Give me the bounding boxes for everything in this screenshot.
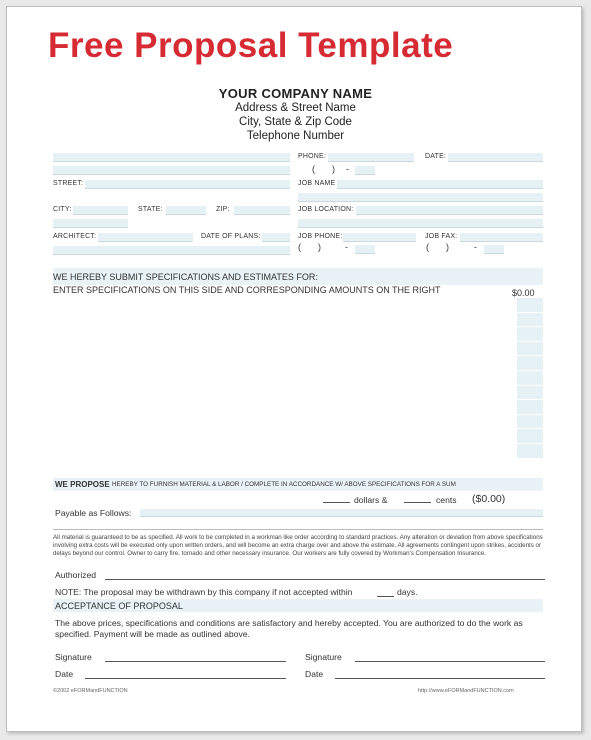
job-phone-area-close: ) — [318, 242, 321, 252]
acceptance-heading: ACCEPTANCE OF PROPOSAL — [55, 601, 183, 611]
date-line-right[interactable] — [335, 678, 545, 679]
job-fax-suffix-field[interactable] — [484, 245, 504, 254]
job-name-field-2[interactable] — [298, 193, 543, 202]
architect-field-2[interactable] — [53, 246, 290, 255]
date-label-left: Date — [55, 669, 74, 679]
note-days: days. — [397, 587, 418, 597]
specifications-textarea[interactable] — [53, 297, 513, 467]
footer-copyright: ©2002 eFORMandFUNCTION — [53, 688, 128, 694]
propose-text: HEREBY TO FURNISH MATERIAL & LABOR / COMPLETE IN ACCORDANCE W/ ABOVE SPECIFICATIONS FOR A SUM — [112, 481, 456, 488]
note-days-field[interactable] — [377, 596, 394, 597]
city-field-2[interactable] — [53, 219, 128, 228]
label-street: STREET: — [53, 180, 84, 187]
phone-field[interactable] — [328, 153, 414, 162]
state-field[interactable] — [166, 206, 206, 215]
job-fax-dash: - — [474, 242, 477, 252]
dollars-field[interactable] — [323, 502, 350, 503]
label-job-name: JOB NAME — [298, 180, 336, 187]
job-phone-suffix-field[interactable] — [355, 245, 375, 254]
job-fax-area-open: ( — [426, 242, 429, 252]
authorized-line[interactable] — [105, 579, 545, 580]
architect-field[interactable] — [98, 233, 193, 242]
company-city: City, State & Zip Code — [239, 116, 352, 128]
terms-divider — [53, 529, 543, 530]
payable-label: Payable as Follows: — [55, 508, 132, 518]
label-date-of-plans: DATE OF PLANS: — [201, 233, 261, 240]
company-block — [0, 86, 591, 143]
signature-line-left[interactable] — [105, 661, 286, 662]
phone-area-open: ( — [312, 164, 315, 174]
date-line-left[interactable] — [85, 678, 286, 679]
specs-heading: WE HEREBY SUBMIT SPECIFICATIONS AND ESTIMATES FOR: — [53, 272, 318, 282]
amounts-column[interactable] — [517, 298, 543, 459]
date-field[interactable] — [448, 153, 543, 162]
dollars-label: dollars & — [354, 495, 388, 505]
cents-label: cents — [436, 495, 457, 505]
label-zip: ZIP: — [216, 206, 230, 213]
propose-amount: ($0.00) — [472, 493, 506, 505]
payable-field[interactable] — [140, 509, 543, 517]
zip-field[interactable] — [234, 206, 290, 215]
job-phone-dash: - — [345, 242, 348, 252]
label-date: DATE: — [425, 153, 447, 160]
date-of-plans-field[interactable] — [262, 233, 290, 242]
job-fax-field[interactable] — [460, 233, 543, 242]
label-architect: ARCHITECT: — [53, 233, 97, 240]
label-job-fax: JOB FAX: — [425, 233, 458, 240]
label-city: CITY: — [53, 206, 72, 213]
street-field[interactable] — [85, 180, 290, 189]
propose-lead: WE PROPOSE — [55, 480, 110, 489]
authorized-label: Authorized — [55, 570, 97, 580]
terms-text: All material is guaranteed to be as specified. All work to be completed in a workman like order according to standard practices. Any alteration or deviation from above specifications involving extra costs will be executed only upon written orders, and will become an extra charge over and above the estimate. All agreements contingent upon strikes, accidents or delays beyond our control. Owner to carry fire, tornado and other necessary insurance. Our workers are fully covered by Workman's Compensation Insurance. — [53, 534, 543, 557]
signature-label-left: Signature — [55, 652, 92, 662]
city-field[interactable] — [73, 206, 128, 215]
job-phone-area-open: ( — [298, 242, 301, 252]
label-state: STATE: — [138, 206, 163, 213]
specs-total: $0.00 — [512, 288, 535, 298]
signature-label-right: Signature — [305, 652, 342, 662]
phone-area-close: ) — [332, 164, 335, 174]
company-phone: Telephone Number — [246, 130, 345, 142]
proposal-submitted-to-field[interactable] — [53, 153, 290, 162]
date-label-right: Date — [305, 669, 324, 679]
page-title: Free Proposal Template — [48, 26, 454, 65]
proposal-submitted-to-field-2[interactable] — [53, 166, 290, 175]
job-phone-field[interactable] — [343, 233, 416, 242]
label-job-location: JOB LOCATION: — [298, 206, 354, 213]
company-name: YOUR COMPANY NAME — [218, 86, 373, 101]
signature-line-right[interactable] — [355, 661, 545, 662]
job-fax-area-close: ) — [446, 242, 449, 252]
label-job-phone: JOB PHONE: — [298, 233, 343, 240]
footer-url[interactable]: http://www.eFORMandFUNCTION.com — [418, 688, 514, 694]
phone-suffix-field[interactable] — [355, 166, 375, 175]
label-phone: PHONE: — [298, 153, 327, 160]
job-name-field[interactable] — [337, 180, 543, 189]
cents-field[interactable] — [404, 502, 431, 503]
note-text: NOTE: The proposal may be withdrawn by this company if not accepted within — [55, 587, 353, 597]
acceptance-text: The above prices, specifications and conditions are satisfactory and hereby accepted. You are authorized to do the work as specified. Payment will be made as outlined above. — [55, 618, 523, 639]
company-address: Address & Street Name — [235, 102, 356, 114]
job-location-field[interactable] — [356, 206, 543, 215]
specs-instruction: ENTER SPECIFICATIONS ON THIS SIDE AND CORRESPONDING AMOUNTS ON THE RIGHT — [53, 285, 441, 295]
job-location-field-2[interactable] — [298, 219, 543, 228]
phone-dash: - — [346, 164, 349, 174]
